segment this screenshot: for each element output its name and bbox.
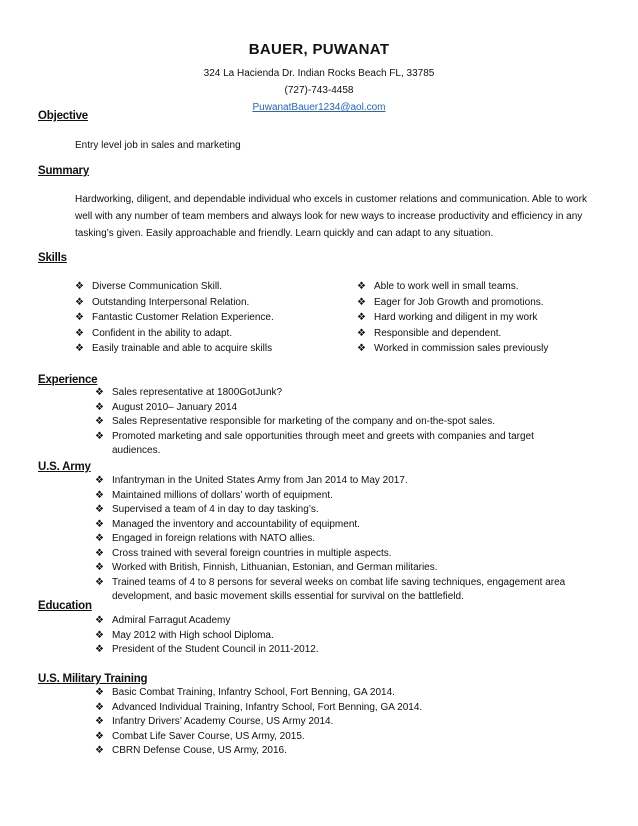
list-item: ❖ Basic Combat Training, Infantry School, Fort Benning, GA 2014. <box>95 686 575 701</box>
diamond-bullet-icon: ❖ <box>95 629 104 641</box>
list-item: ❖ Outstanding Interpersonal Relation. <box>75 295 345 311</box>
list-item: ❖ Cross trained with several foreign countries in multiple aspects. <box>95 547 575 562</box>
summary-heading: Summary <box>38 165 90 177</box>
list-item: ❖ Diverse Communication Skill. <box>75 279 345 295</box>
email-link[interactable]: PuwanatBauer1234@aol.com <box>252 102 386 113</box>
diamond-bullet-icon: ❖ <box>95 644 104 655</box>
summary-text: Hardworking, diligent, and dependable individual who excels in customer relations and communication. Able to work well with any number of team members and always look for new ways to increase productivity and efficiency in any tasking’s given. Easily approachable and friendly. Learn quickly and can adapt to any situation. <box>75 194 587 239</box>
army-list <box>95 474 575 605</box>
diamond-bullet-icon: ❖ <box>95 687 104 698</box>
diamond-bullet-icon: ❖ <box>95 615 104 626</box>
list-item: ❖ Maintained millions of dollars’ worth of equipment. <box>95 489 575 504</box>
list-item: ❖ Able to work well in small teams. <box>357 279 607 295</box>
diamond-bullet-icon: ❖ <box>75 343 84 354</box>
diamond-bullet-icon: ❖ <box>95 701 104 713</box>
list-item: ❖ Confident in the ability to adapt. <box>75 326 345 342</box>
education-heading: Education <box>38 600 92 612</box>
diamond-bullet-icon: ❖ <box>95 401 104 413</box>
education-list <box>95 614 575 658</box>
diamond-bullet-icon: ❖ <box>357 343 366 354</box>
diamond-bullet-icon: ❖ <box>95 504 104 515</box>
list-item: ❖ May 2012 with High school Diploma. <box>95 629 575 644</box>
army-heading: U.S. Army <box>38 461 91 473</box>
skills-list-right <box>357 279 607 357</box>
diamond-bullet-icon: ❖ <box>75 327 84 339</box>
diamond-bullet-icon: ❖ <box>95 416 104 427</box>
list-item: ❖ Responsible and dependent. <box>357 326 607 342</box>
diamond-bullet-icon: ❖ <box>95 387 104 398</box>
diamond-bullet-icon: ❖ <box>357 296 366 308</box>
diamond-bullet-icon: ❖ <box>95 547 104 559</box>
candidate-name: BAUER, PUWANAT <box>248 41 390 58</box>
list-item: ❖ Worked in commission sales previously <box>357 341 607 357</box>
list-item: ❖ Combat Life Saver Course, US Army, 2015. <box>95 730 575 745</box>
skills-heading: Skills <box>38 252 67 264</box>
objective-text: Entry level job in sales and marketing <box>75 140 241 151</box>
military-training-heading: U.S. Military Training <box>38 673 148 685</box>
diamond-bullet-icon: ❖ <box>75 296 84 308</box>
list-item: ❖ Advanced Individual Training, Infantry School, Fort Benning, GA 2014. <box>95 701 575 716</box>
experience-list <box>95 386 575 459</box>
diamond-bullet-icon: ❖ <box>95 518 104 530</box>
diamond-bullet-icon: ❖ <box>95 730 104 742</box>
diamond-bullet-icon: ❖ <box>75 281 84 292</box>
list-item: ❖ August 2010– January 2014 <box>95 401 575 416</box>
list-item: ❖ Hard working and diligent in my work <box>357 310 607 326</box>
list-item: ❖ Worked with British, Finnish, Lithuanian, Estonian, and German militaries. <box>95 561 575 576</box>
list-item: ❖ Supervised a team of 4 in day to day tasking’s. <box>95 503 575 518</box>
list-item: ❖ Promoted marketing and sale opportunities through meet and greets with companies and target audiences. <box>95 430 534 456</box>
list-item: ❖ CBRN Defense Couse, US Army, 2016. <box>95 744 575 759</box>
address-line: 324 La Hacienda Dr. Indian Rocks Beach FL, 33785 <box>203 68 435 79</box>
list-item: ❖ Easily trainable and able to acquire skills <box>75 341 345 357</box>
military-training-list <box>95 686 575 759</box>
diamond-bullet-icon: ❖ <box>357 312 366 323</box>
list-item: ❖ Engaged in foreign relations with NATO allies. <box>95 532 575 547</box>
diamond-bullet-icon: ❖ <box>95 475 104 486</box>
diamond-bullet-icon: ❖ <box>75 312 84 323</box>
diamond-bullet-icon: ❖ <box>95 745 104 756</box>
experience-heading: Experience <box>38 374 98 386</box>
list-item: ❖ Managed the inventory and accountability of equipment. <box>95 518 575 533</box>
list-item: ❖ Trained teams of 4 to 8 persons for several weeks on combat life saving techniques, engagement area development, and basic movement skills essential for survival on the battlefield. <box>95 576 566 602</box>
list-item: ❖ President of the Student Council in 2011-2012. <box>95 643 575 658</box>
diamond-bullet-icon: ❖ <box>95 576 104 588</box>
list-item: ❖ Infantryman in the United States Army from Jan 2014 to May 2017. <box>95 474 575 489</box>
diamond-bullet-icon: ❖ <box>95 562 104 573</box>
diamond-bullet-icon: ❖ <box>357 327 366 339</box>
diamond-bullet-icon: ❖ <box>95 716 104 727</box>
diamond-bullet-icon: ❖ <box>95 533 104 544</box>
resume-header <box>0 40 638 115</box>
list-item: ❖ Eager for Job Growth and promotions. <box>357 295 607 311</box>
list-item: ❖ Infantry Drivers’ Academy Course, US Army 2014. <box>95 715 575 730</box>
list-item: ❖ Sales Representative responsible for marketing of the company and on-the-spot sales. <box>95 415 575 430</box>
diamond-bullet-icon: ❖ <box>357 281 366 292</box>
list-item: ❖ Sales representative at 1800GotJunk? <box>95 386 575 401</box>
list-item: ❖ Fantastic Customer Relation Experience. <box>75 310 345 326</box>
skills-list-left <box>75 279 345 357</box>
diamond-bullet-icon: ❖ <box>95 489 104 501</box>
list-item: ❖ Admiral Farragut Academy <box>95 614 575 629</box>
diamond-bullet-icon: ❖ <box>95 430 104 442</box>
objective-heading: Objective <box>38 110 88 122</box>
phone-line: (727)-743-4458 <box>284 85 354 96</box>
